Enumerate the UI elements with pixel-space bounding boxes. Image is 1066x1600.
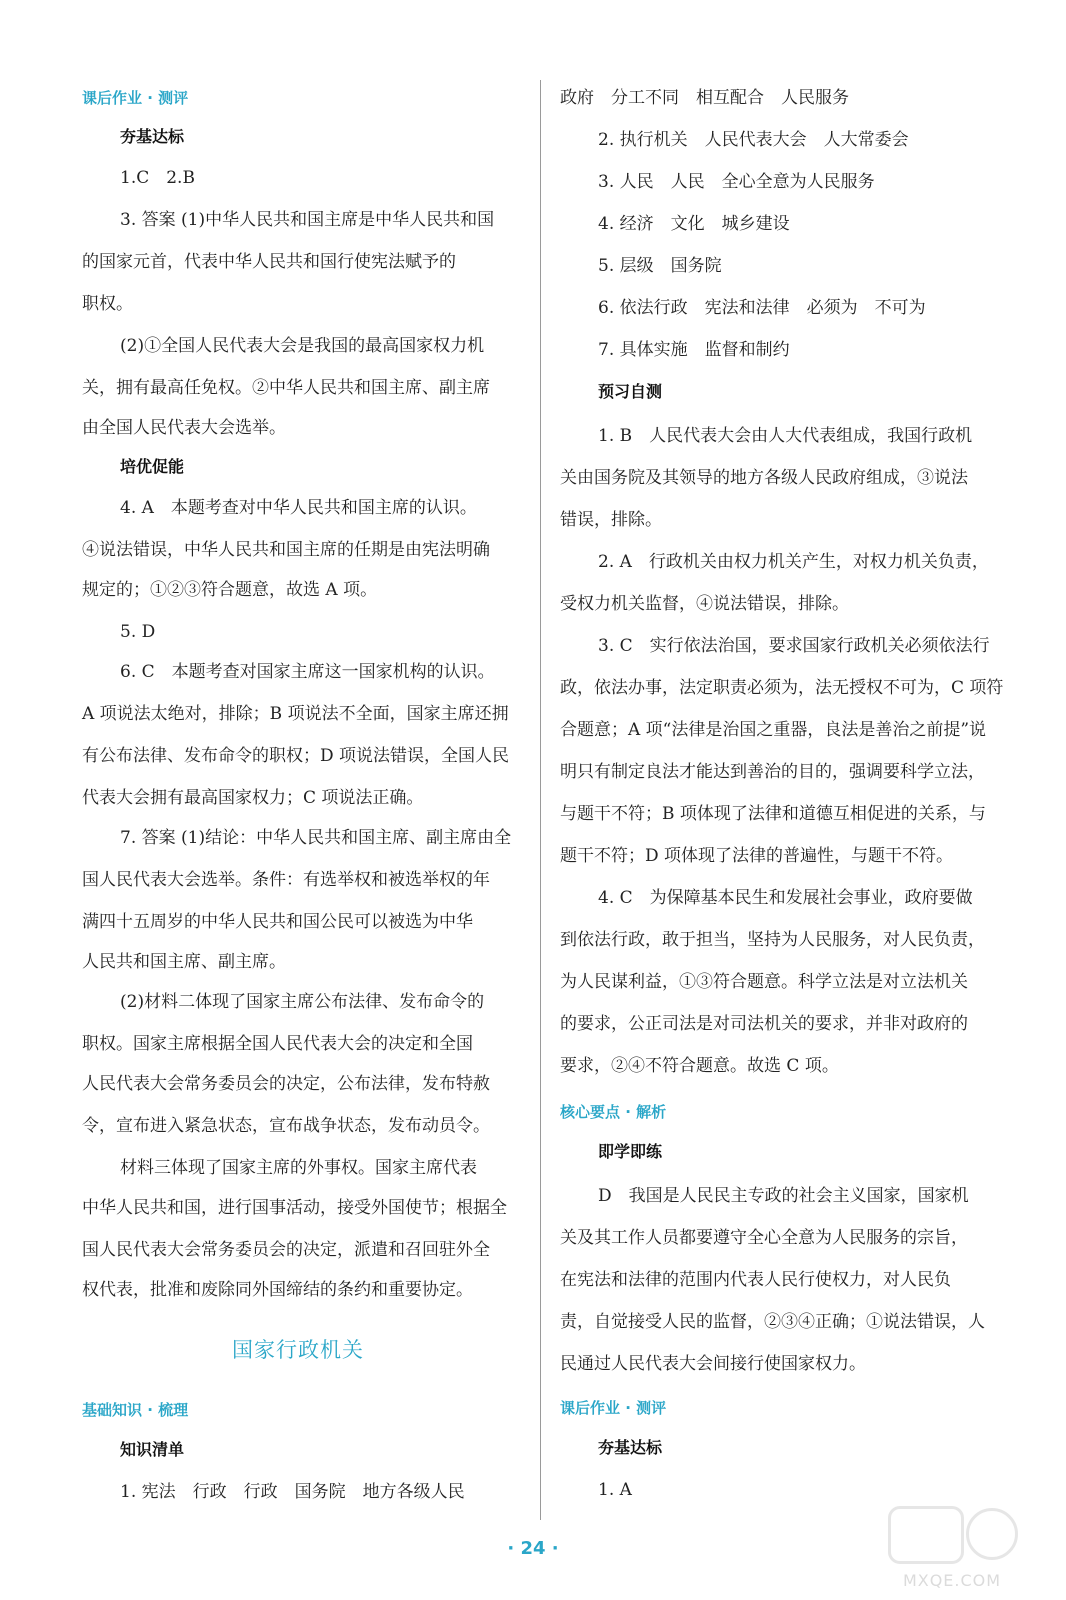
text-line: 4. A 本题考查对中华人民共和国主席的认识。 (120, 498, 477, 518)
text-line: 责，自觉接受人民的监督，②③④正确；①说法错误，人 (560, 1312, 985, 1332)
page-number: · 24 · (507, 1538, 559, 1559)
section-header-homework-2: 课后作业 · 测评 (560, 1399, 667, 1417)
text-line: 人民代表大会常务委员会的决定，公布法律，发布特赦 (82, 1074, 490, 1094)
text-line: 明只有制定良法才能达到善治的目的，强调要科学立法， (560, 762, 985, 782)
text-line: 在宪法和法律的范围内代表人民行使权力，对人民负 (560, 1270, 951, 1290)
text-line: 1. A (598, 1480, 632, 1500)
watermark-circle-icon (966, 1508, 1018, 1560)
text-line: 权代表，批准和废除同外国缔结的条约和重要协定。 (82, 1280, 473, 1300)
text-line: 满四十五周岁的中华人民共和国公民可以被选为中华 (82, 912, 473, 932)
text-line: 5. D (120, 622, 156, 642)
text-line: 3. 答案 (1)中华人民共和国主席是中华人民共和国 (120, 210, 495, 230)
section-header-core: 核心要点 · 解析 (560, 1103, 667, 1121)
section-header-homework: 课后作业 · 测评 (82, 89, 189, 107)
text-line: 民通过人民代表大会间接行使国家权力。 (560, 1354, 866, 1374)
text-line: 5. 层级 国务院 (598, 256, 722, 276)
text-line: 要求，②④不符合题意。故选 C 项。 (560, 1056, 839, 1076)
text-line: 1.C 2.B (120, 168, 195, 188)
watermark-text: MXQE.COM (902, 1571, 1002, 1590)
text-line: 规定的；①②③符合题意，故选 A 项。 (82, 580, 378, 600)
text-line: 材料三体现了国家主席的外事权。国家主席代表 (120, 1158, 477, 1178)
text-line: 4. C 为保障基本民生和发展社会事业，政府要做 (598, 888, 973, 908)
text-line: 政府 分工不同 相互配合 人民服务 (560, 88, 849, 108)
text-line: 关及其工作人员都要遵守全心全意为人民服务的宗旨， (560, 1228, 968, 1248)
text-line: 7. 答案 (1)结论：中华人民共和国主席、副主席由全 (120, 828, 512, 848)
text-line: 6. 依法行政 宪法和法律 必须为 不可为 (598, 298, 926, 318)
text-line: 国人民代表大会常务委员会的决定，派遣和召回驻外全 (82, 1240, 490, 1260)
subheading-basic: 夯基达标 (120, 127, 185, 146)
text-line: 令，宣布进入紧急状态，宣布战争状态，发布动员令。 (82, 1116, 490, 1136)
text-line: 为人民谋利益，①③符合题意。科学立法是对立法机关 (560, 972, 968, 992)
text-line: 政，依法办事，法定职责必须为，法无授权不可为，C 项符 (560, 678, 1004, 698)
text-line: 6. C 本题考查对国家主席这一国家机构的认识。 (120, 662, 495, 682)
subheading-knowledge: 知识清单 (120, 1440, 185, 1459)
text-line: 7. 具体实施 监督和制约 (598, 340, 790, 360)
text-line: 职权。 (82, 294, 133, 314)
text-line: 的国家元首，代表中华人民共和国行使宪法赋予的 (82, 252, 456, 272)
text-line: 错误，排除。 (560, 510, 662, 530)
text-line: 人民共和国主席、副主席。 (82, 952, 286, 972)
subheading-practice: 即学即练 (598, 1142, 663, 1161)
watermark-box-icon (888, 1506, 964, 1564)
text-line: A 项说法太绝对，排除；B 项说法不全面，国家主席还拥 (82, 704, 509, 724)
text-line: 有公布法律、发布命令的职权；D 项说法错误，全国人民 (82, 746, 510, 766)
text-line: D 我国是人民民主专政的社会主义国家，国家机 (598, 1186, 969, 1206)
text-line: 职权。国家主席根据全国人民代表大会的决定和全国 (82, 1034, 473, 1054)
lesson-title: 国家行政机关 (232, 1338, 364, 1362)
text-line: 题干不符；D 项体现了法律的普遍性，与题干不符。 (560, 846, 954, 866)
subheading-basic-2: 夯基达标 (598, 1438, 663, 1457)
text-line: 中华人民共和国，进行国事活动，接受外国使节；根据全 (82, 1198, 507, 1218)
text-line: (2)①全国人民代表大会是我国的最高国家权力机 (120, 336, 485, 356)
text-line: (2)材料二体现了国家主席公布法律、发布命令的 (120, 992, 485, 1012)
text-line: 关由国务院及其领导的地方各级人民政府组成，③说法 (560, 468, 968, 488)
subheading-preview: 预习自测 (598, 382, 663, 401)
subheading-advanced: 培优促能 (120, 457, 185, 476)
text-line: 3. C 实行依法治国，要求国家行政机关必须依法行 (598, 636, 990, 656)
text-line: 与题干不符；B 项体现了法律和道德互相促进的关系，与 (560, 804, 986, 824)
text-line: 2. 执行机关 人民代表大会 人大常委会 (598, 130, 909, 150)
text-line: 到依法行政，敢于担当，坚持为人民服务，对人民负责， (560, 930, 985, 950)
text-line: 国人民代表大会选举。条件：有选举权和被选举权的年 (82, 870, 490, 890)
text-line: 的要求，公正司法是对司法机关的要求，并非对政府的 (560, 1014, 968, 1034)
text-line: 1. B 人民代表大会由人大代表组成，我国行政机 (598, 426, 973, 446)
text-line: 受权力机关监督，④说法错误，排除。 (560, 594, 849, 614)
text-line: 3. 人民 人民 全心全意为人民服务 (598, 172, 875, 192)
text-line: ④说法错误，中华人民共和国主席的任期是由宪法明确 (82, 540, 490, 560)
column-divider (540, 80, 541, 1520)
text-line: 4. 经济 文化 城乡建设 (598, 214, 790, 234)
section-header-basics: 基础知识 · 梳理 (82, 1401, 189, 1419)
text-line: 关，拥有最高任免权。②中华人民共和国主席、副主席 (82, 378, 490, 398)
text-line: 由全国人民代表大会选举。 (82, 418, 286, 438)
text-line: 2. A 行政机关由权力机关产生，对权力机关负责， (598, 552, 989, 572)
text-line: 合题意；A 项“法律是治国之重器，良法是善治之前提”说 (560, 720, 987, 740)
text-line: 1. 宪法 行政 行政 国务院 地方各级人民 (120, 1482, 465, 1502)
text-line: 代表大会拥有最高国家权力；C 项说法正确。 (82, 788, 424, 808)
watermark-logo (882, 1502, 1022, 1594)
